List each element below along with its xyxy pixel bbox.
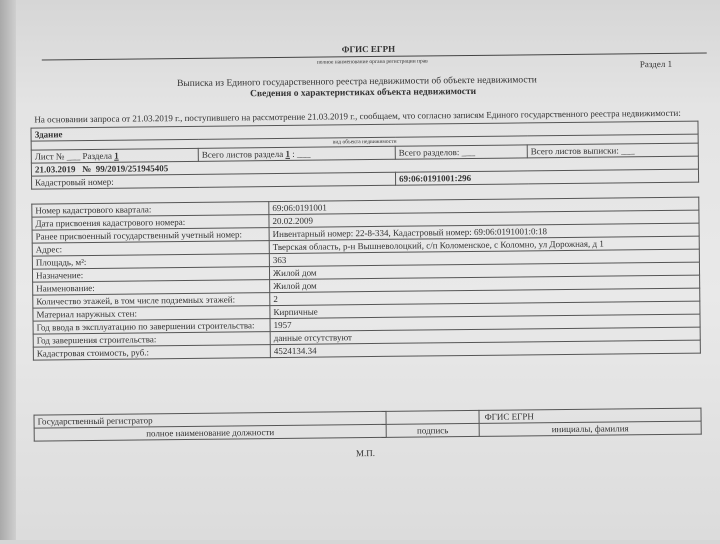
- row-label: Адрес:: [32, 241, 269, 256]
- total-sheets-section-value: 1: [285, 148, 290, 159]
- row-value: данные отсутствуют: [270, 327, 700, 345]
- row-value: 4524134.34: [270, 340, 700, 358]
- row-value: Жилой дом: [270, 275, 700, 293]
- name-caption: инициалы, фамилия: [479, 421, 701, 436]
- number-label: №: [82, 163, 92, 175]
- row-value: Тверская область, р-н Вышневолоцкий, с/п Коломенское, с Коломно, ул Дорожная, д 1: [269, 236, 699, 254]
- cadastral-value: 69:06:0191001:296: [395, 169, 698, 185]
- row-label: Назначение:: [32, 267, 269, 282]
- intro-text: На основании запроса от 21.03.2019 г., поступившего на рассмотрение 21.03.2019 г., сообщаем, что согласно записям Единого государственного реестра недвижимости:: [34, 107, 681, 125]
- registrar-table: [33, 408, 701, 442]
- section-number-value: 1: [114, 150, 119, 161]
- row-label: Площадь, м²:: [32, 254, 269, 269]
- row-value: 363: [269, 249, 699, 267]
- row-label: Номер кадастрового квартала:: [32, 202, 269, 217]
- row-label: Кадастровая стоимость, руб.:: [33, 345, 270, 360]
- row-label: Год ввода в эксплуатацию по завершении строительства:: [33, 319, 270, 334]
- blank: ___: [621, 145, 635, 156]
- stamp-place: М.П.: [355, 448, 375, 459]
- characteristics-table: [31, 197, 701, 361]
- cadastral-label: Кадастровый номер:: [31, 172, 395, 189]
- section-label: Раздел 1: [639, 58, 673, 70]
- extract-date: 21.03.2019: [34, 164, 76, 175]
- signature-cell: [386, 410, 479, 424]
- row-value: 20.02.2009: [269, 210, 699, 228]
- row-label: Дата присвоения кадастрового номера:: [32, 215, 269, 230]
- row-label: Год завершения строительства:: [33, 332, 270, 347]
- object-header-table: [30, 121, 699, 190]
- registrar-position: Государственный регистратор: [34, 411, 386, 428]
- row-value: Жилой дом: [269, 262, 699, 280]
- blank: ___: [461, 146, 476, 158]
- total-sheets-label: Всего листов выписки:: [530, 145, 619, 157]
- row-label: Материал наружных стен:: [33, 306, 270, 321]
- registrar-name: ФГИС ЕГРН: [479, 408, 701, 423]
- sheet-blank: ___: [66, 151, 81, 162]
- object-type: Здание: [31, 121, 698, 141]
- row-label: Количество этажей, в том числе подземных этажей:: [33, 293, 270, 308]
- object-type-caption: вид объекта недвижимости: [31, 134, 698, 150]
- org-caption: полное наименование органа регистрации прав: [316, 58, 428, 66]
- sheet-info-row: Лист № ___ Раздела 1 Всего листов раздела 1 : ___ Всего разделов: ___ Всего листов выписки: ___: [31, 143, 698, 163]
- blank: ___: [296, 148, 311, 159]
- position-caption: полное наименование должности: [34, 424, 386, 441]
- section-number-label: Раздела: [82, 150, 112, 162]
- row-value: Инвентарный номер: 22-8-334, Кадастровый номер: 69:06:0191001:0:18: [269, 223, 699, 241]
- signature-caption: подпись: [386, 423, 479, 437]
- document-subtitle: Сведения о характеристиках объекта недвижимости: [250, 86, 477, 100]
- row-value: 2: [270, 288, 700, 306]
- org-name: ФГИС ЕГРН: [341, 43, 396, 55]
- document-page: [11, 0, 720, 544]
- total-sections-label: Всего разделов:: [398, 147, 460, 158]
- row-value: Кирпичные: [270, 301, 700, 319]
- total-sheets-section-label: Всего листов раздела: [201, 148, 284, 160]
- document-title: Выписка из Единого государственного реестра недвижимости об объекте недвижимости: [176, 75, 537, 90]
- extract-number: 99/2019/251945405: [95, 163, 169, 174]
- row-label: Ранее присвоенный государственный учетный номер:: [32, 228, 269, 243]
- row-value: 69:06:0191001: [269, 197, 699, 215]
- row-value: 1957: [270, 314, 700, 332]
- row-label: Наименование:: [33, 280, 270, 295]
- sheet-label: Лист №: [34, 151, 65, 162]
